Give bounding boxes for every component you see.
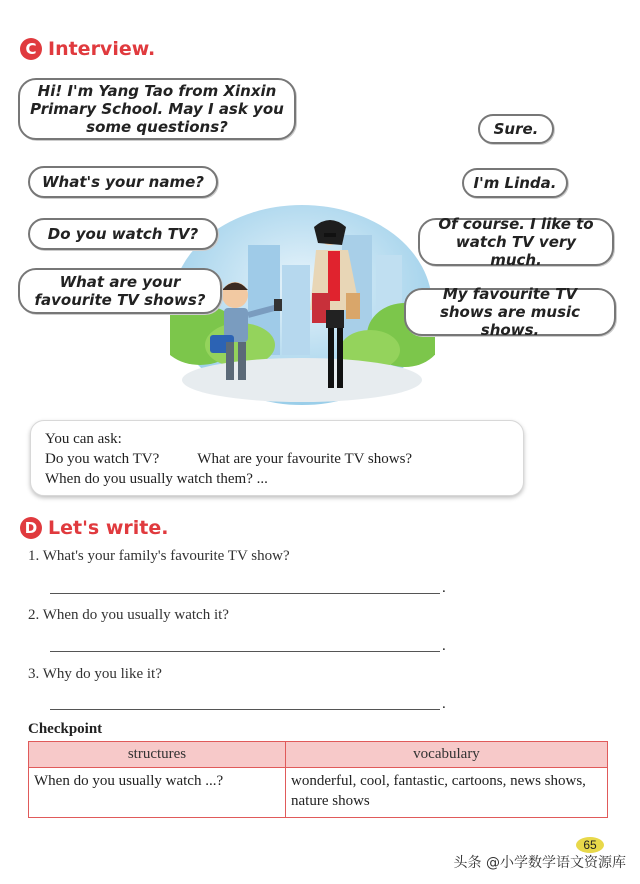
write-question-2: 2. When do you usually watch it? [28, 607, 229, 623]
speech-bubble-of-course: Of course. I like to watch TV very much. [418, 218, 614, 266]
checkpoint-header-structures: structures [29, 742, 286, 768]
speech-bubble-yangtao-intro: Hi! I'm Yang Tao from Xinxin Primary School. May I ask you some questions? [18, 78, 296, 140]
ask-question-3: When do you usually watch them? ... [45, 471, 268, 487]
speech-bubble-ask-name: What's your name? [28, 166, 218, 198]
section-c-badge: C [20, 38, 42, 60]
checkpoint-vocabulary-cell: wonderful, cool, fantastic, cartoons, news shows, nature shows [286, 768, 608, 818]
checkpoint-table [28, 741, 608, 818]
speech-bubble-linda: I'm Linda. [462, 168, 568, 198]
answer-period-3: . [442, 696, 446, 712]
speech-bubble-sure: Sure. [478, 114, 554, 144]
speech-bubble-ask-favourite: What are your favourite TV shows? [18, 268, 222, 314]
answer-line-3[interactable] [50, 709, 440, 710]
section-d-title: Let's write. [48, 517, 169, 539]
page-number: 65 [576, 837, 604, 853]
ask-question-2: What are your favourite TV shows? [197, 451, 413, 467]
watermark: 头条 @小学数学语文资源库 [453, 855, 626, 871]
ask-question-1: Do you watch TV? [45, 451, 160, 467]
answer-period-2: . [442, 638, 446, 654]
answer-period-1: . [442, 580, 446, 596]
you-can-ask-box [30, 420, 524, 496]
section-d-header [20, 517, 168, 539]
section-c-header [20, 38, 155, 60]
speech-bubble-music-shows: My favourite TV shows are music shows. [404, 288, 616, 336]
write-question-1: 1. What's your family's favourite TV show? [28, 548, 290, 564]
answer-line-1[interactable] [50, 593, 440, 594]
checkpoint-title: Checkpoint [28, 721, 103, 737]
section-c-title: Interview. [48, 38, 156, 60]
answer-line-2[interactable] [50, 651, 440, 652]
speech-bubble-ask-watch-tv: Do you watch TV? [28, 218, 218, 250]
ask-intro: You can ask: [45, 431, 122, 447]
checkpoint-structures-cell: When do you usually watch ...? [29, 768, 286, 818]
write-question-3: 3. Why do you like it? [28, 666, 162, 682]
checkpoint-header-vocabulary: vocabulary [286, 742, 608, 768]
section-d-badge: D [20, 517, 42, 539]
